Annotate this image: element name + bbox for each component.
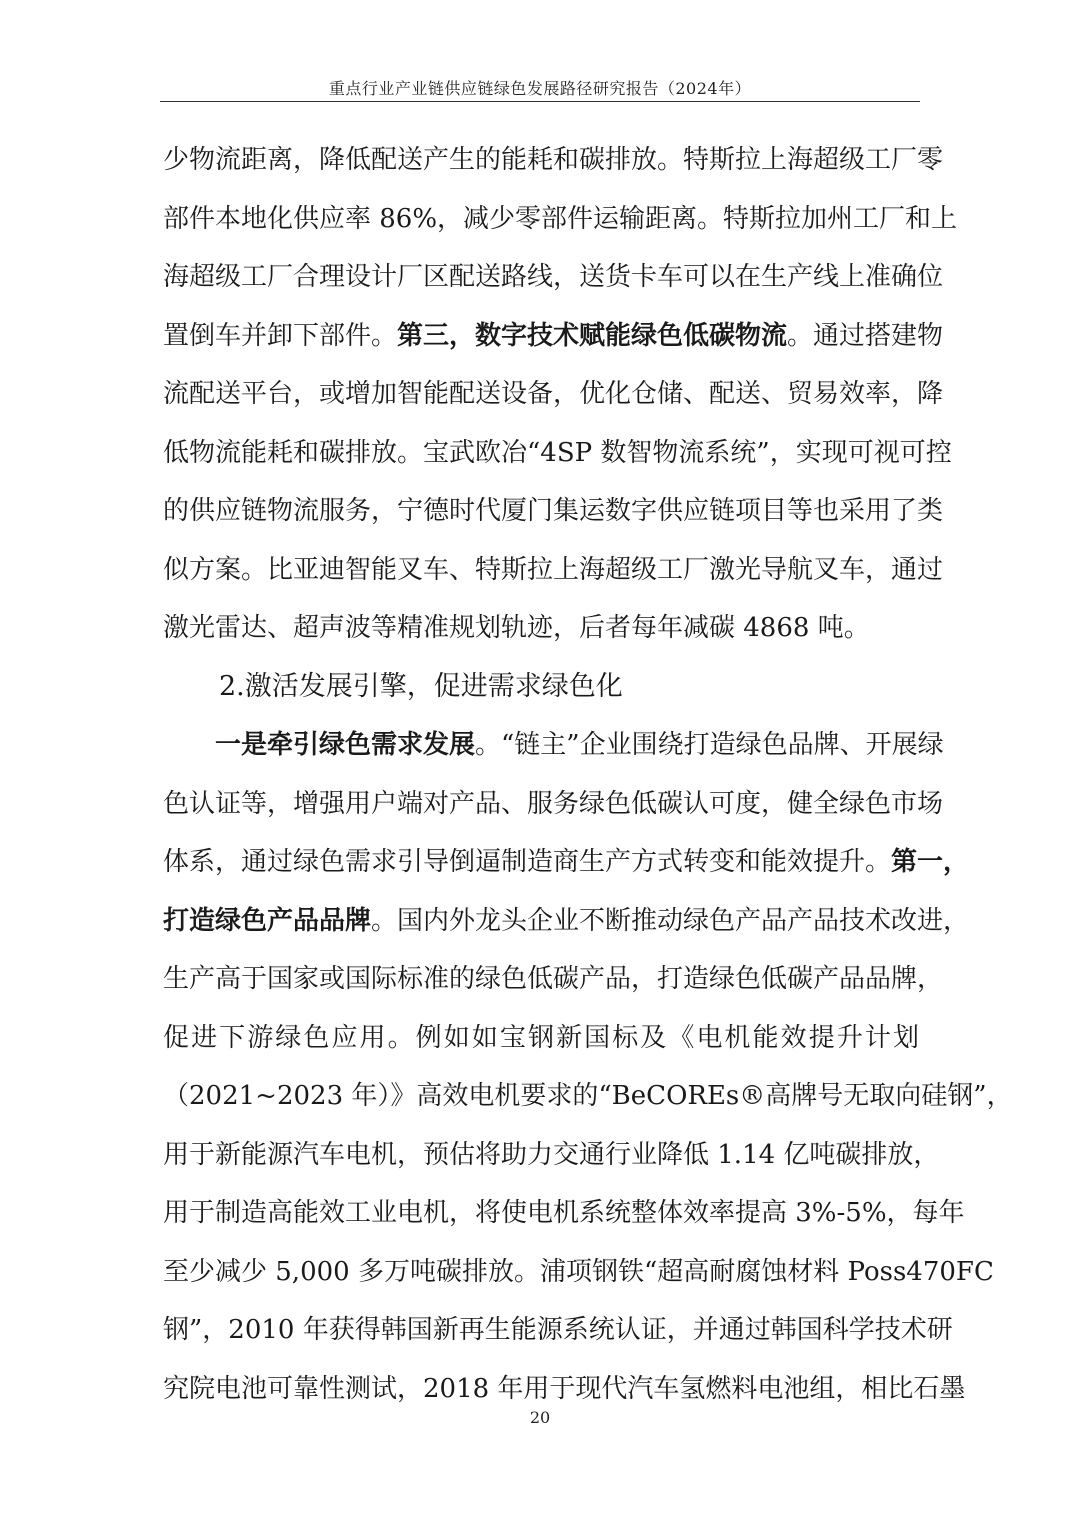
bold-phrase: 打造绿色产品品牌 xyxy=(163,905,372,936)
text-line: 究院电池可靠性测试，2018 年用于现代汽车氢燃料电池组，相比石墨 xyxy=(163,1373,966,1404)
text-line: 用于新能源汽车电机，预估将助力交通行业降低 1.14 亿吨碳排放， xyxy=(163,1139,940,1170)
bold-phrase: 第三，数字技术赋能绿色低碳物流 xyxy=(397,320,788,351)
text-line xyxy=(163,723,944,782)
text-line: 部件本地化供应率 86%，减少零部件运输距离。特斯拉加州工厂和上 xyxy=(163,203,958,234)
text-line: 生产高于国家或国际标准的绿色低碳产品，打造绿色低碳产品品牌， xyxy=(163,964,944,994)
text-line: 流配送平台，或增加智能配送设备，优化仓储、配送、贸易效率，降 xyxy=(163,379,944,409)
text-line: 激光雷达、超声波等精准规划轨迹，后者每年减碳 4868 吨。 xyxy=(163,613,870,643)
text-line: 海超级工厂合理设计厂区配送路线，送货卡车可以在生产线上准确位 xyxy=(163,262,944,292)
bold-phrase: 第一， xyxy=(891,847,970,877)
text-run: 置倒车并卸下部件。 xyxy=(163,320,398,351)
text-line: 似方案。比亚迪智能叉车、特斯拉上海超级工厂激光导航叉车，通过 xyxy=(163,554,944,585)
text-line: 少物流距离，降低配送产生的能耗和碳排放。特斯拉上海超级工厂零 xyxy=(163,145,944,175)
text-line: 的供应链物流服务，宁德时代厦门集运数字供应链项目等也采用了类 xyxy=(163,496,944,526)
page-number: 20 xyxy=(529,1408,551,1427)
text-line: 用于制造高能效工业电机，将使电机系统整体效率提高 3%-5%，每年 xyxy=(163,1198,965,1228)
text-line xyxy=(163,840,970,899)
text-line: 钢”，2010 年获得韩国新再生能源系统认证，并通过韩国科学技术研 xyxy=(163,1315,953,1345)
text-line: 低物流能耗和碳排放。宝武欧冶“4SP 数智物流系统”，实现可视可控 xyxy=(163,437,952,468)
text-line: 至少减少 5,000 多万吨碳排放。浦项钢铁“超高耐腐蚀材料 Poss470FC xyxy=(163,1256,994,1287)
text-line: 促进下游绿色应用。例如如宝钢新国标及《电机能效提升计划 xyxy=(163,1022,919,1053)
text-run: 体系，通过绿色需求引导倒逼制造商生产方式转变和能效提升。 xyxy=(163,847,892,877)
text-run: 。通过搭建物 xyxy=(787,320,944,351)
text-line xyxy=(163,314,944,373)
header-rule xyxy=(160,101,920,102)
text-line xyxy=(163,899,970,958)
text-line: 色认证等，增强用户端对产品、服务绿色低碳认可度，健全绿色市场 xyxy=(163,788,944,819)
text-run: 。国内外龙头企业不断推动绿色产品产品技术改进， xyxy=(371,905,970,936)
body-text xyxy=(163,138,1013,1425)
text-run: 。“链主”企业围绕打造绿色品牌、开展绿 xyxy=(475,730,944,760)
bold-phrase: 一是牵引绿色需求发展 xyxy=(215,730,476,760)
section-heading: 2.激活发展引擎，促进需求绿色化 xyxy=(219,670,623,702)
text-line: （2021~2023 年）》高效电机要求的“BeCOREs®高牌号无取向硅钢”， xyxy=(163,1081,1013,1111)
running-header: 重点行业产业链供应链绿色发展路径研究报告（2024年） xyxy=(328,79,752,98)
